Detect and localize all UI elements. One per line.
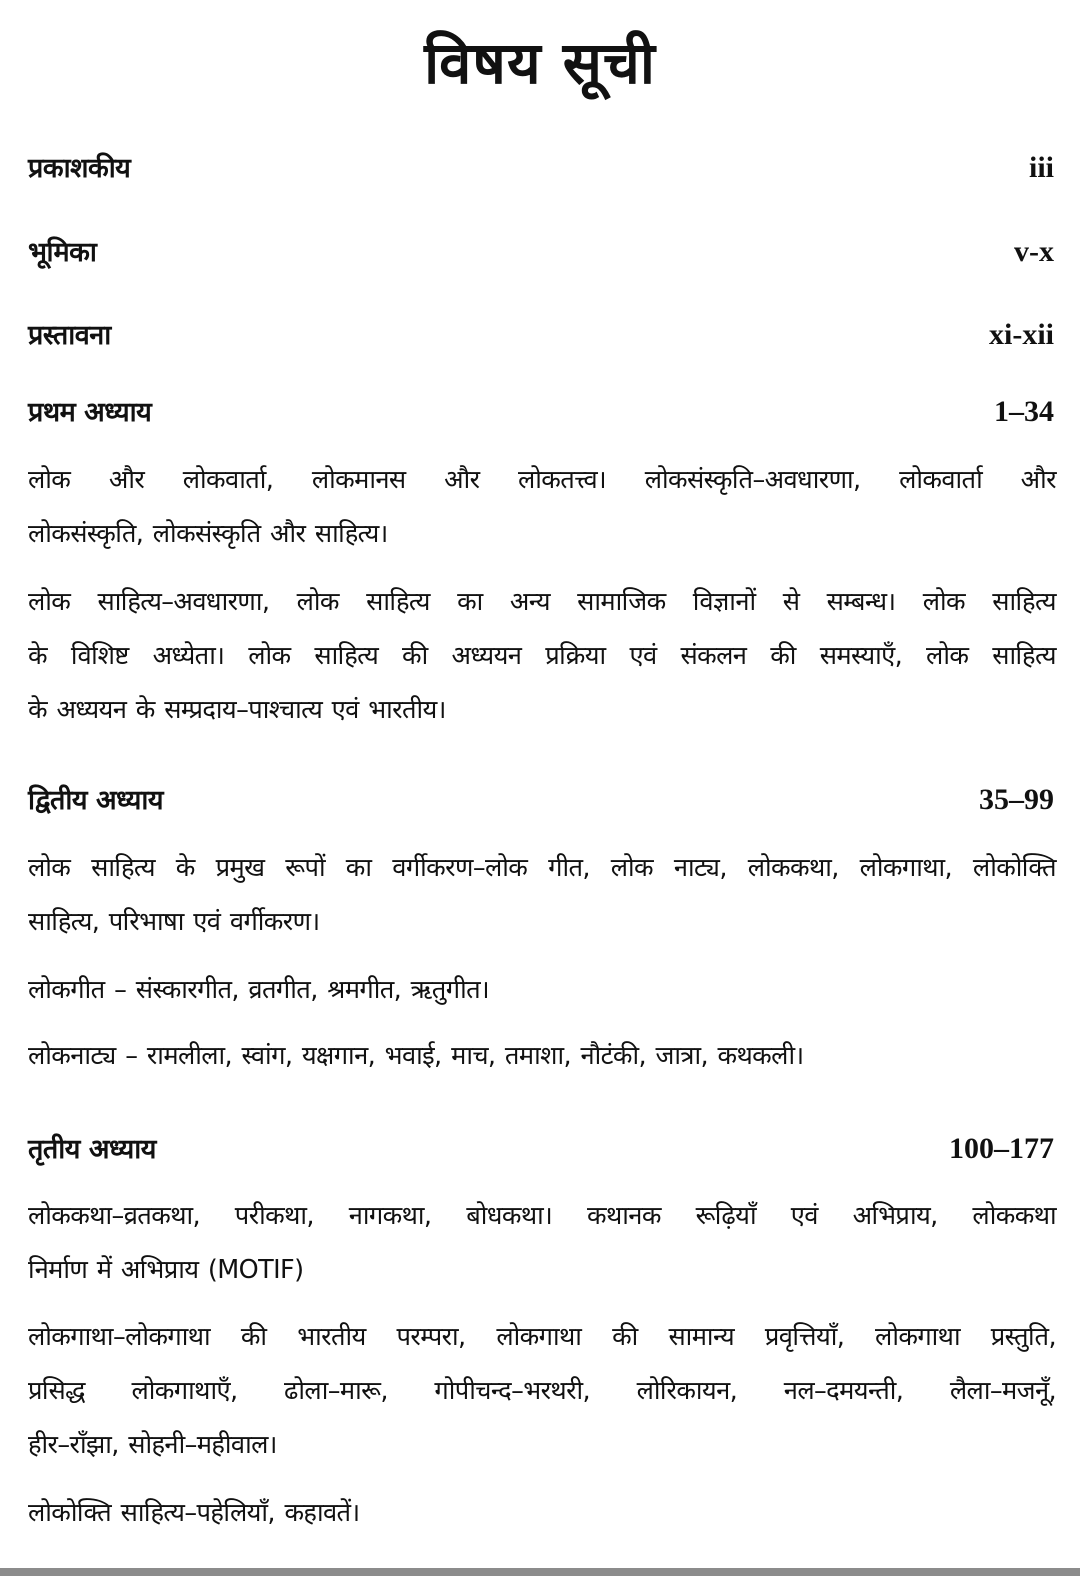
summary-line: लोकगीत – संस्कारगीत, व्रतगीत, श्रमगीत, ऋतुगीत।	[28, 975, 490, 1005]
chapter-pages: 100–177	[949, 1132, 1054, 1165]
toc-entry-prakashkiya[interactable]	[28, 148, 1054, 185]
summary-line: लोककथा–व्रतकथा, परीकथा, नागकथा, बोधकथा। कथानक रूढ़ियाँ एवं अभिप्राय, लोककथा	[28, 1201, 1056, 1231]
chapter-1-summary-2	[28, 575, 1056, 737]
chapter-3-summary-3	[28, 1486, 1056, 1540]
chapter-2-summary-3	[28, 1029, 1056, 1083]
toc-entry-chapter-3[interactable]	[28, 1129, 1054, 1166]
toc-entry-chapter-1[interactable]	[28, 392, 1054, 429]
chapter-heading: प्रथम अध्याय	[28, 397, 152, 428]
summary-line: लोक साहित्य के प्रमुख रूपों का वर्गीकरण–लोक गीत, लोक नाट्य, लोककथा, लोकगाथा, लोकोक्ति	[28, 853, 1056, 883]
toc-entry-bhumika[interactable]	[28, 232, 1054, 269]
chapter-pages: 1–34	[994, 395, 1054, 428]
summary-line: लोक और लोकवार्ता, लोकमानस और लोकतत्त्व। लोकसंस्कृति–अवधारणा, लोकवार्ता और	[28, 465, 1056, 495]
summary-line: प्रसिद्ध लोकगाथाएँ, ढोला–मारू, गोपीचन्द–भरथरी, लोरिकायन, नल–दमयन्ती, लैला–मजनूँ,	[28, 1376, 1056, 1406]
chapter-heading: तृतीय अध्याय	[28, 1134, 156, 1165]
summary-line: के विशिष्ट अध्येता। लोक साहित्य की अध्ययन प्रक्रिया एवं संकलन की समस्याएँ, लोक साहित्य	[28, 641, 1056, 671]
toc-entry-label: भूमिका	[28, 237, 97, 268]
page-title: विषय सूची	[424, 29, 656, 97]
summary-line: निर्माण में अभिप्राय (MOTIF)	[28, 1255, 304, 1285]
chapter-2-summary-2	[28, 963, 1056, 1017]
toc-entry-prastavana[interactable]	[28, 315, 1054, 352]
toc-entry-pages: iii	[1028, 151, 1054, 184]
summary-line: साहित्य, परिभाषा एवं वर्गीकरण।	[28, 907, 320, 937]
toc-entry-pages: v-x	[1014, 235, 1054, 268]
toc-entry-label: प्रकाशकीय	[28, 153, 131, 184]
chapter-1-summary-1	[28, 453, 1056, 561]
toc-entry-pages: xi-xii	[989, 318, 1054, 351]
summary-line: लोकसंस्कृति, लोकसंस्कृति और साहित्य।	[28, 519, 388, 549]
summary-line: के अध्ययन के सम्प्रदाय–पाश्चात्य एवं भारतीय।	[28, 695, 446, 725]
chapter-heading: द्वितीय अध्याय	[28, 785, 164, 816]
summary-line: लोक साहित्य–अवधारणा, लोक साहित्य का अन्य सामाजिक विज्ञानों से सम्बन्ध। लोक साहित्य	[28, 587, 1056, 617]
bottom-bar	[0, 1568, 1080, 1576]
chapter-3-summary-1	[28, 1189, 1056, 1297]
summary-line: लोकोक्ति साहित्य–पहेलियाँ, कहावतें।	[28, 1498, 360, 1528]
chapter-2-summary-1	[28, 841, 1056, 949]
summary-line: लोकनाट्य – रामलीला, स्वांग, यक्षगान, भवाई, माच, तमाशा, नौटंकी, जात्रा, कथकली।	[28, 1041, 804, 1071]
summary-line: हीर–राँझा, सोहनी–महीवाल।	[28, 1430, 277, 1460]
summary-line: लोकगाथा–लोकगाथा की भारतीय परम्परा, लोकगाथा की सामान्य प्रवृत्तियाँ, लोकगाथा प्रस्तुति,	[28, 1322, 1056, 1352]
toc-entry-label: प्रस्तावना	[28, 320, 111, 351]
chapter-pages: 35–99	[979, 783, 1054, 816]
chapter-3-summary-2	[28, 1310, 1056, 1472]
toc-entry-chapter-2[interactable]	[28, 780, 1054, 817]
